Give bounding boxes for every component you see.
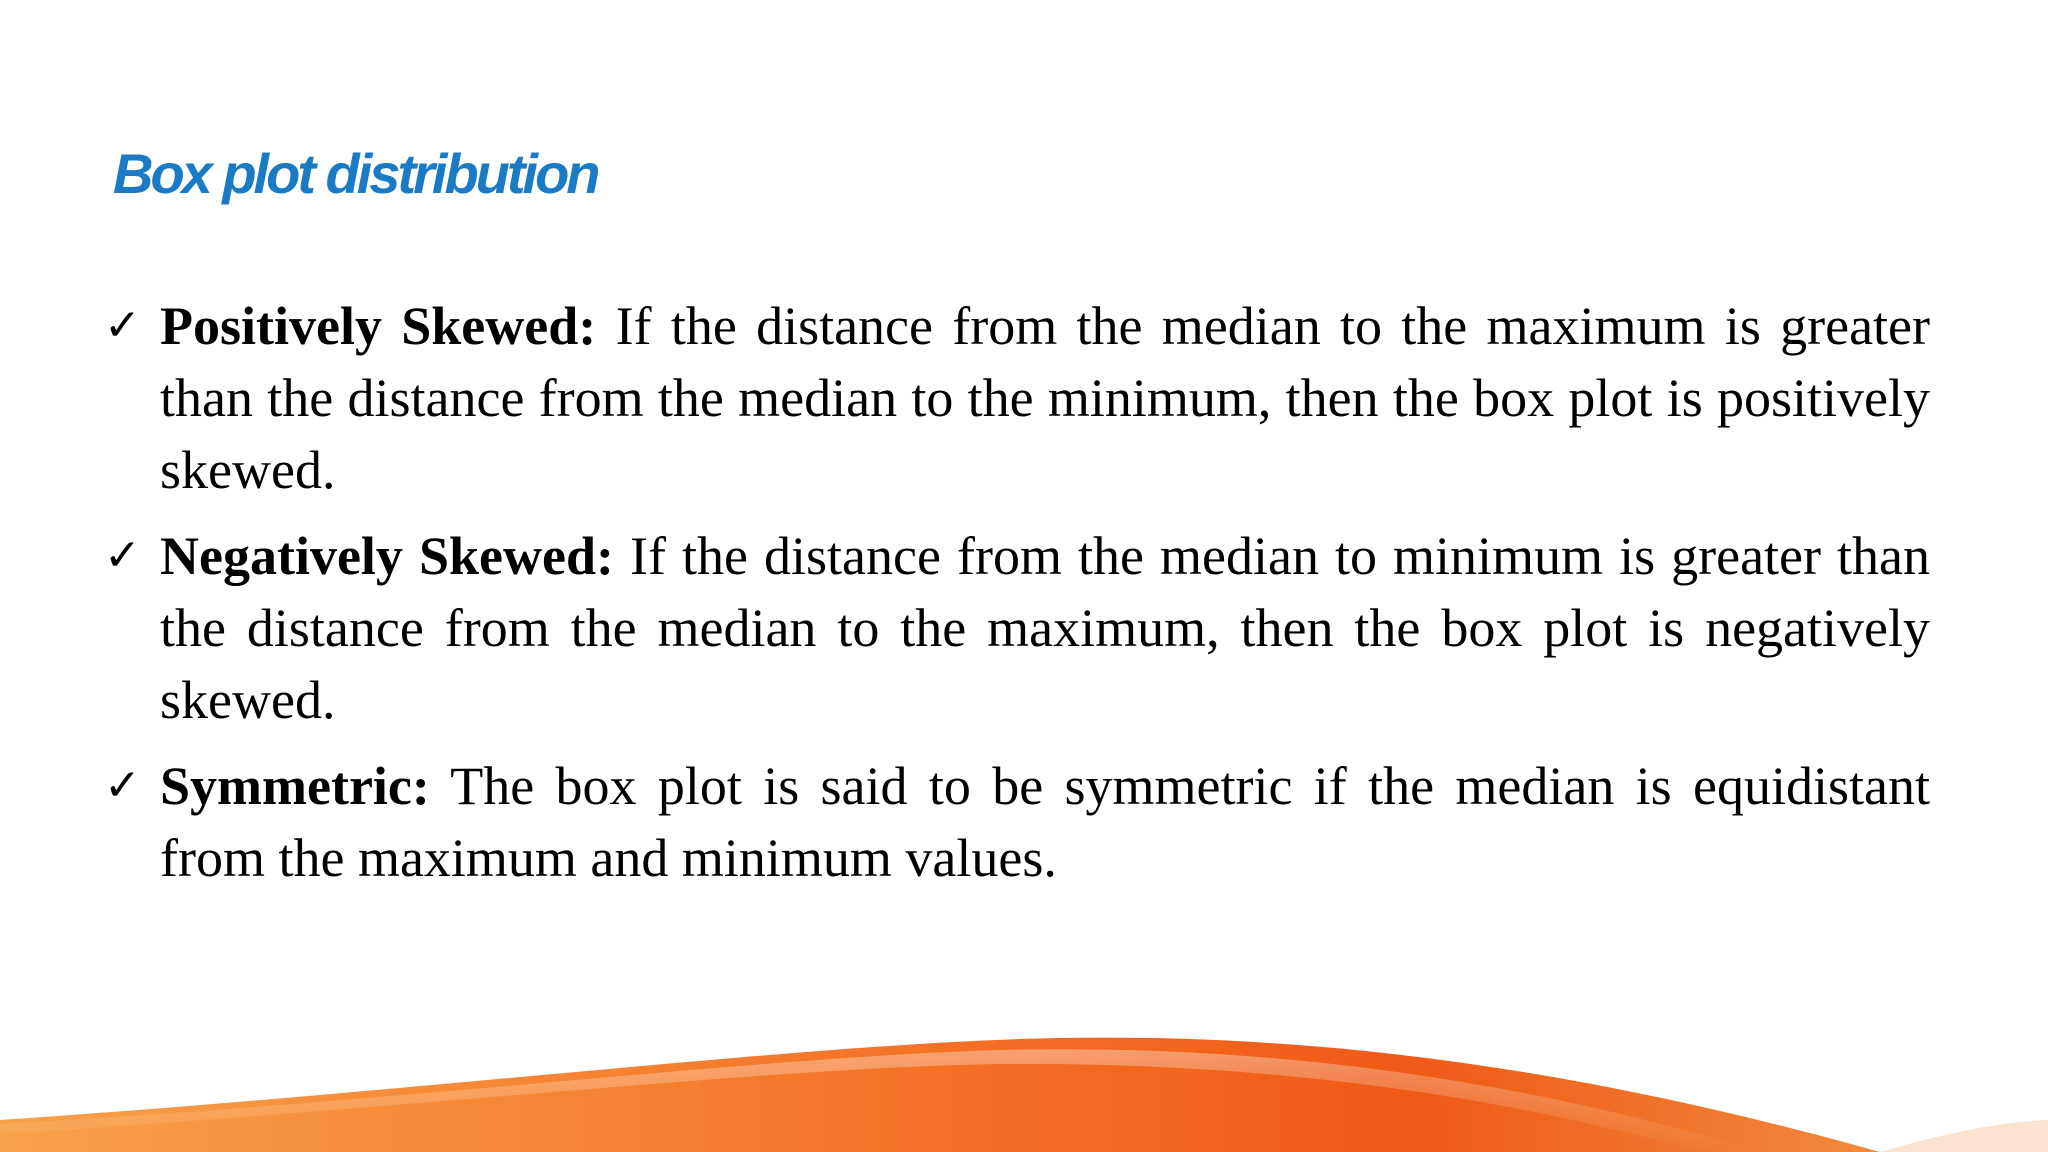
decorative-wave-footer [0,1012,2048,1152]
bullet-text: The box plot is said to be symmetric if the median is equidistant from the maximum and minimum values. [160,756,1930,888]
bullet-item-negatively-skewed [104,520,1930,736]
bullet-text: If the distance from the median to the maximum is greater than the distance from the median to the minimum, then the box plot is positively skewed. [160,296,1930,500]
wave-fade [1880,1120,2048,1152]
bullet-item-positively-skewed [104,290,1930,506]
bullet-term: Negatively Skewed: [160,526,614,586]
bullet-term: Symmetric: [160,756,430,816]
bullet-item-symmetric [104,750,1930,894]
checkmark-icon: ✓ [104,760,141,811]
checkmark-icon: ✓ [104,300,141,351]
slide-title: Box plot distribution [113,142,598,205]
bullet-list [104,290,1930,908]
bullet-text: If the distance from the median to minimum is greater than the distance from the median to the maximum, then the box plot is negatively skewed. [160,526,1931,730]
bullet-term: Positively Skewed: [160,296,597,356]
checkmark-icon: ✓ [104,530,141,581]
